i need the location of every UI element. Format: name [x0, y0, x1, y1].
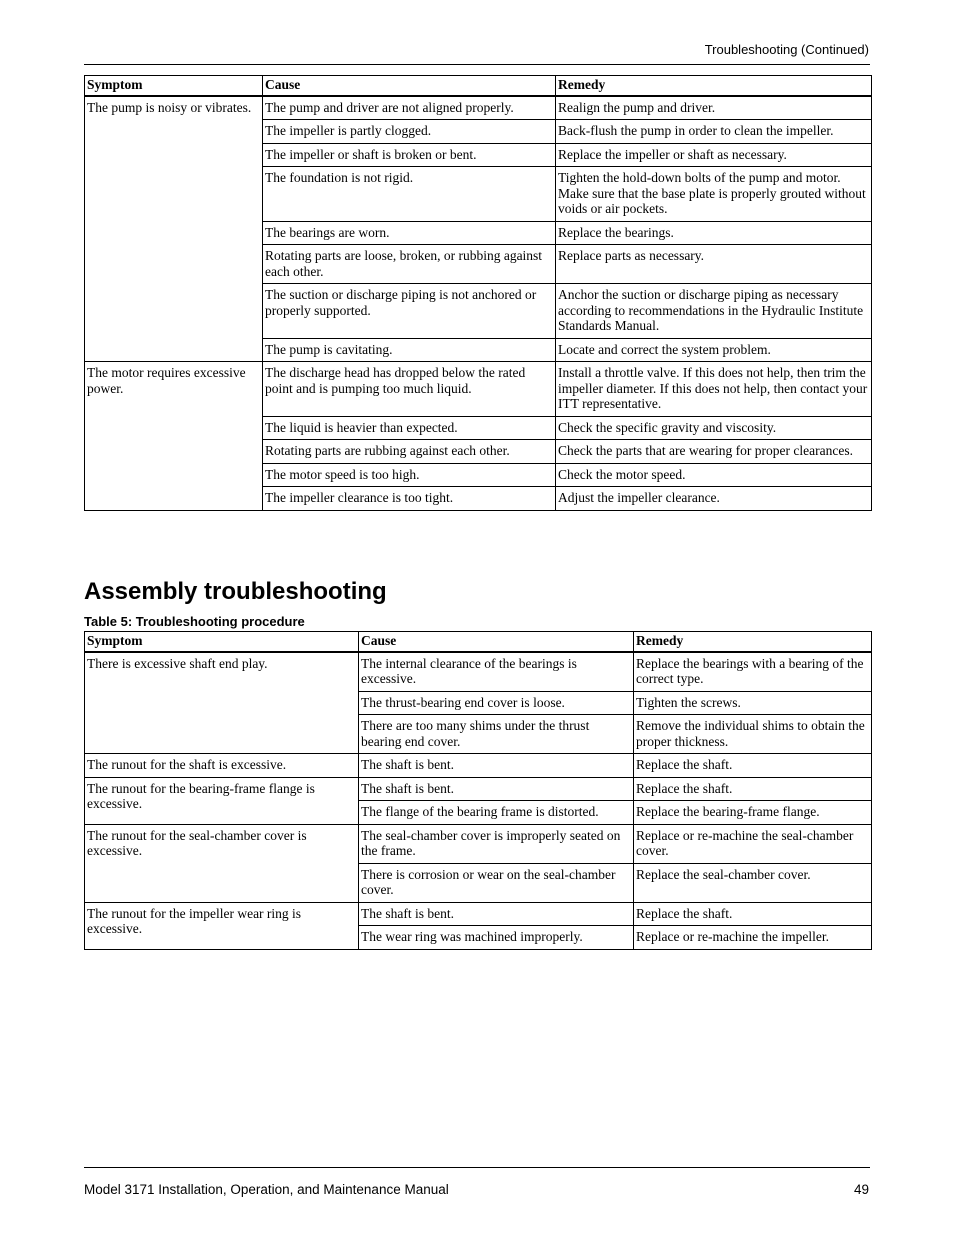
troubleshooting-table-continued	[84, 75, 872, 511]
cause-cell: The internal clearance of the bearings is excessive.	[359, 652, 634, 692]
cause-cell: The flange of the bearing frame is distorted.	[359, 801, 634, 825]
remedy-cell: Tighten the hold-down bolts of the pump and motor. Make sure that the base plate is properly grouted without voids or air pockets.	[556, 167, 872, 222]
table-row	[85, 777, 872, 801]
table-row	[85, 96, 872, 120]
remedy-cell: Locate and correct the system problem.	[556, 338, 872, 362]
cause-cell: The pump is cavitating.	[263, 338, 556, 362]
remedy-cell: Replace parts as necessary.	[556, 245, 872, 284]
table-row	[85, 362, 872, 417]
table-row	[85, 902, 872, 926]
cause-cell: The bearings are worn.	[263, 221, 556, 245]
symptom-cell: There is excessive shaft end play.	[85, 652, 359, 754]
page-number: 49	[853, 1182, 869, 1197]
cause-cell: The impeller or shaft is broken or bent.	[263, 143, 556, 167]
cause-cell: The impeller is partly clogged.	[263, 120, 556, 144]
remedy-cell: Replace the bearings.	[556, 221, 872, 245]
cause-cell: The thrust-bearing end cover is loose.	[359, 691, 634, 715]
table-row	[85, 754, 872, 778]
cause-cell: The discharge head has dropped below the rated point and is pumping too much liquid.	[263, 362, 556, 417]
remedy-cell: Adjust the impeller clearance.	[556, 487, 872, 511]
remedy-cell: Back-flush the pump in order to clean the impeller.	[556, 120, 872, 144]
assembly-troubleshooting-table	[84, 631, 872, 950]
running-header: Troubleshooting (Continued)	[704, 42, 869, 57]
remedy-cell: Replace the bearings with a bearing of the correct type.	[634, 652, 872, 692]
symptom-cell: The pump is noisy or vibrates.	[85, 96, 263, 362]
cause-cell: Rotating parts are loose, broken, or rubbing against each other.	[263, 245, 556, 284]
column-header-cause: Cause	[263, 76, 556, 96]
remedy-cell: Replace or re-machine the seal-chamber cover.	[634, 824, 872, 863]
column-header-cause: Cause	[359, 632, 634, 652]
symptom-cell: The runout for the seal-chamber cover is excessive.	[85, 824, 359, 902]
symptom-cell: The motor requires excessive power.	[85, 362, 263, 511]
cause-cell: The foundation is not rigid.	[263, 167, 556, 222]
remedy-cell: Replace the impeller or shaft as necessary.	[556, 143, 872, 167]
remedy-cell: Check the motor speed.	[556, 463, 872, 487]
cause-cell: There is corrosion or wear on the seal-chamber cover.	[359, 863, 634, 902]
header-divider	[84, 64, 870, 65]
table-row	[85, 652, 872, 692]
table-caption: Table 5: Troubleshooting procedure	[84, 614, 305, 629]
symptom-cell: The runout for the impeller wear ring is excessive.	[85, 902, 359, 949]
cause-cell: The pump and driver are not aligned properly.	[263, 96, 556, 120]
remedy-cell: Check the specific gravity and viscosity.	[556, 416, 872, 440]
remedy-cell: Replace the shaft.	[634, 777, 872, 801]
cause-cell: The shaft is bent.	[359, 777, 634, 801]
cause-cell: The wear ring was machined improperly.	[359, 926, 634, 950]
cause-cell: The seal-chamber cover is improperly seated on the frame.	[359, 824, 634, 863]
cause-cell: The impeller clearance is too tight.	[263, 487, 556, 511]
cause-cell: The liquid is heavier than expected.	[263, 416, 556, 440]
remedy-cell: Check the parts that are wearing for proper clearances.	[556, 440, 872, 464]
remedy-cell: Remove the individual shims to obtain the proper thickness.	[634, 715, 872, 754]
cause-cell: The motor speed is too high.	[263, 463, 556, 487]
cause-cell: The shaft is bent.	[359, 754, 634, 778]
table-row	[85, 824, 872, 863]
column-header-symptom: Symptom	[85, 632, 359, 652]
cause-cell: Rotating parts are rubbing against each other.	[263, 440, 556, 464]
remedy-cell: Anchor the suction or discharge piping as necessary according to recommendations in the Hydraulic Institute Standards Manual.	[556, 284, 872, 339]
footer-manual-title: Model 3171 Installation, Operation, and Maintenance Manual	[84, 1182, 449, 1197]
remedy-cell: Install a throttle valve. If this does not help, then trim the impeller diameter. If this does not help, then contact your ITT representative.	[556, 362, 872, 417]
table-header-row	[85, 632, 872, 652]
column-header-remedy: Remedy	[634, 632, 872, 652]
section-title: Assembly troubleshooting	[84, 578, 387, 605]
remedy-cell: Realign the pump and driver.	[556, 96, 872, 120]
remedy-cell: Replace the shaft.	[634, 754, 872, 778]
cause-cell: The shaft is bent.	[359, 902, 634, 926]
table-header-row	[85, 76, 872, 96]
remedy-cell: Replace the seal-chamber cover.	[634, 863, 872, 902]
footer-divider	[84, 1167, 870, 1168]
symptom-cell: The runout for the shaft is excessive.	[85, 754, 359, 778]
column-header-symptom: Symptom	[85, 76, 263, 96]
remedy-cell: Replace the shaft.	[634, 902, 872, 926]
remedy-cell: Tighten the screws.	[634, 691, 872, 715]
remedy-cell: Replace or re-machine the impeller.	[634, 926, 872, 950]
cause-cell: There are too many shims under the thrust bearing end cover.	[359, 715, 634, 754]
column-header-remedy: Remedy	[556, 76, 872, 96]
remedy-cell: Replace the bearing-frame flange.	[634, 801, 872, 825]
cause-cell: The suction or discharge piping is not anchored or properly supported.	[263, 284, 556, 339]
symptom-cell: The runout for the bearing-frame flange is excessive.	[85, 777, 359, 824]
